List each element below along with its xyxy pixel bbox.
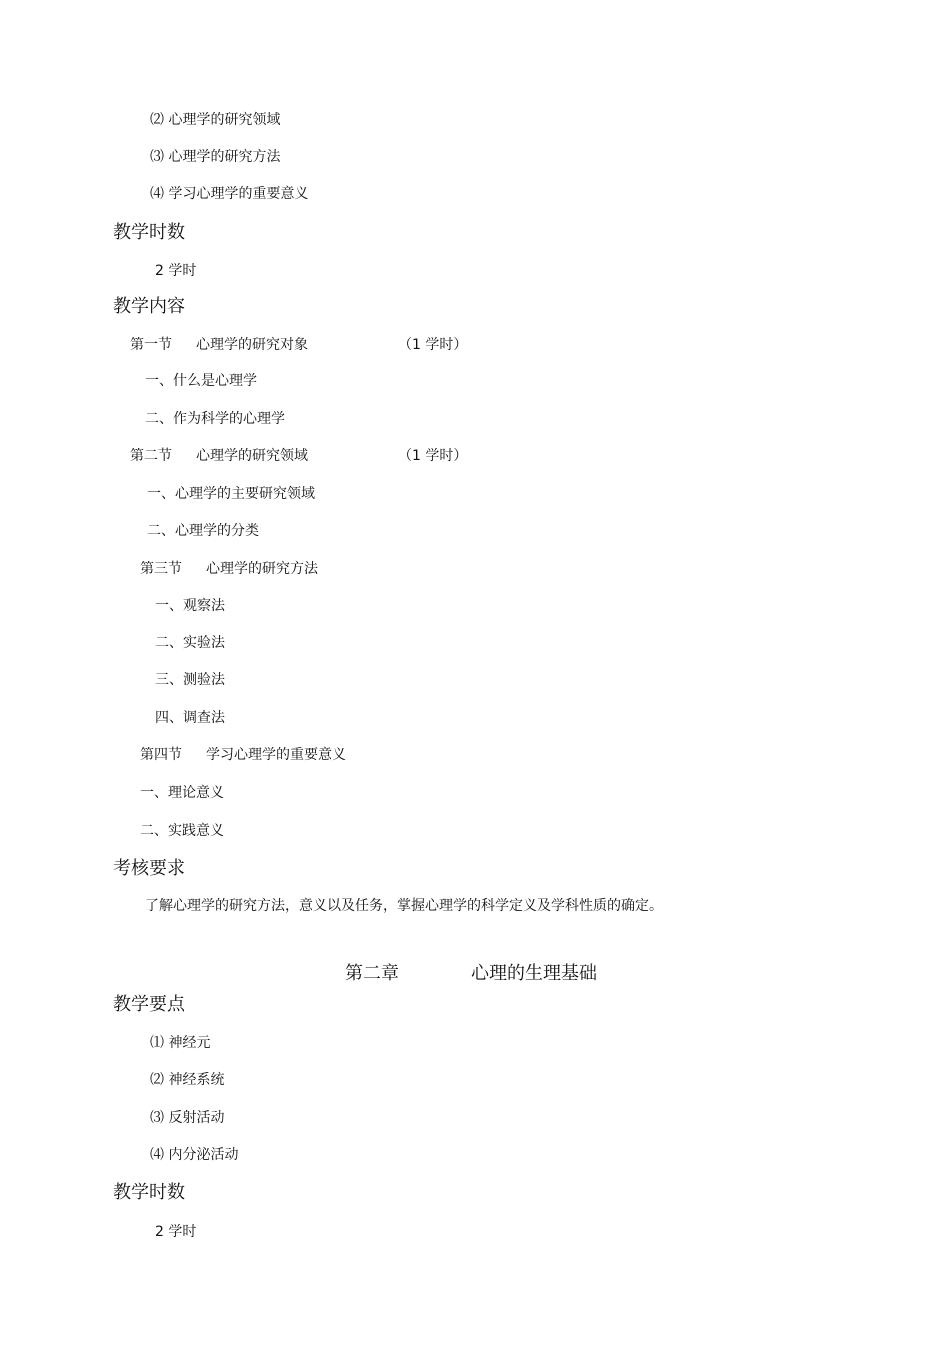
section-2-title: 心理学的研究领域 [196, 448, 308, 464]
section-1-item: 一、什么是心理学 [145, 373, 257, 389]
ch1-hours-heading: 教学时数 [113, 222, 185, 243]
section-3-item: 三、测验法 [155, 672, 225, 688]
section-4-title: 学习心理学的重要意义 [206, 747, 346, 763]
section-1-hours: （1 学时） [398, 337, 468, 353]
section-2-item: 一、心理学的主要研究领域 [147, 486, 315, 502]
ch1-goal-item: ⑶ 心理学的研究方法 [150, 149, 281, 165]
section-3-item: 四、调查法 [155, 710, 225, 726]
section-1-heading [130, 338, 308, 352]
ch1-goal-item: ⑷ 学习心理学的重要意义 [150, 186, 309, 202]
ch2-goal-item: ⑶ 反射活动 [150, 1110, 225, 1126]
section-3-heading [140, 562, 318, 576]
section-4-heading [140, 748, 346, 762]
section-2-hours: （1 学时） [398, 448, 468, 464]
ch2-hours-value: 2 学时 [155, 1224, 197, 1240]
section-2-item: 二、心理学的分类 [147, 523, 259, 539]
section-1-number: 第一节 [130, 337, 172, 353]
section-3-item: 二、实验法 [155, 635, 225, 651]
section-3-number: 第三节 [140, 561, 182, 577]
ch2-hours-heading: 教学时数 [113, 1182, 185, 1203]
section-3-item: 一、观察法 [155, 598, 225, 614]
section-1-item: 二、作为科学的心理学 [145, 411, 285, 427]
section-2-heading [130, 449, 308, 463]
section-4-item: 一、理论意义 [140, 785, 224, 801]
ch2-goal-item: ⑴ 神经元 [150, 1035, 211, 1051]
section-2-number: 第二节 [130, 448, 172, 464]
chapter-2-heading [345, 965, 597, 983]
section-1-title: 心理学的研究对象 [196, 337, 308, 353]
ch1-hours-value: 2 学时 [155, 263, 197, 279]
section-4-item: 二、实践意义 [140, 823, 224, 839]
assessment-text: 了解心理学的研究方法，意义以及任务，掌握心理学的科学定义及学科性质的确定。 [145, 898, 663, 914]
chapter-2-number: 第二章 [345, 963, 399, 984]
assessment-heading: 考核要求 [113, 858, 185, 879]
chapter-2-title: 心理的生理基础 [471, 963, 597, 984]
ch2-goal-item: ⑷ 内分泌活动 [150, 1147, 239, 1163]
ch1-goal-item: ⑵ 心理学的研究领域 [150, 112, 281, 128]
section-3-title: 心理学的研究方法 [206, 561, 318, 577]
section-4-number: 第四节 [140, 747, 182, 763]
ch2-goal-item: ⑵ 神经系统 [150, 1072, 225, 1088]
ch2-goals-heading: 教学要点 [113, 994, 185, 1015]
ch1-content-heading: 教学内容 [113, 296, 185, 317]
